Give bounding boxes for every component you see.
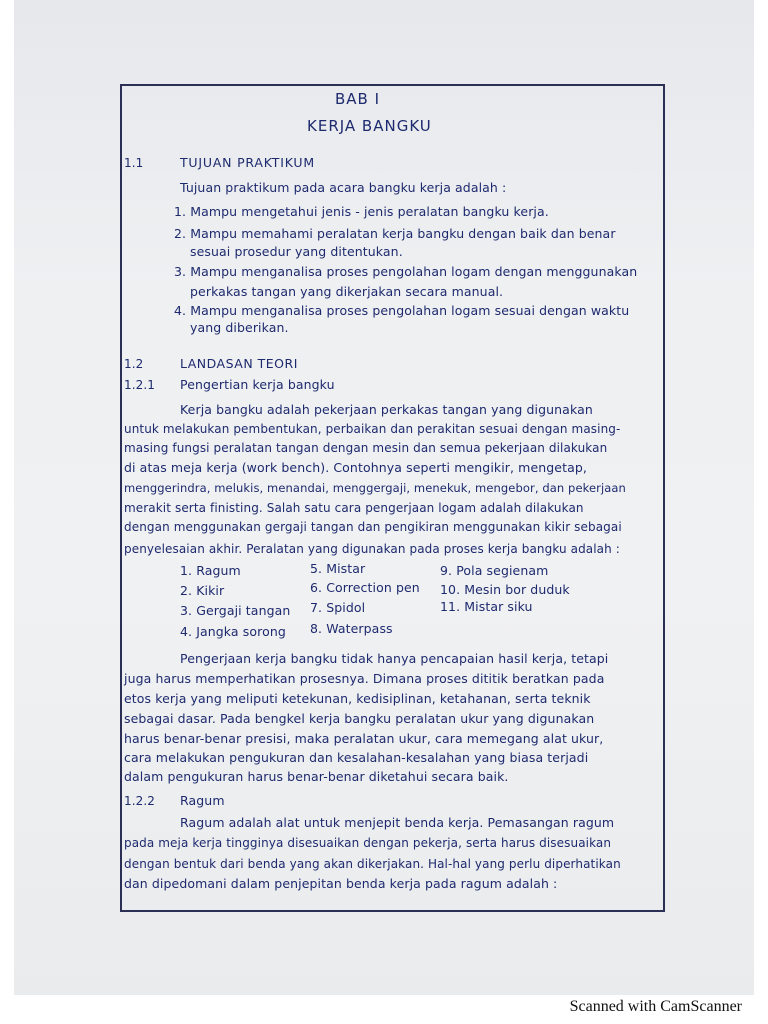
tool-item: 7. Spidol [310, 600, 366, 615]
paragraph-line: Ragum adalah alat untuk menjepit benda kerja. Pemasangan ragum [180, 815, 615, 830]
tool-item: 1. Ragum [180, 563, 241, 578]
paragraph-line: penyelesaian akhir. Peralatan yang digunakan pada proses kerja bangku adalah : [124, 542, 620, 556]
paragraph-line: dengan menggunakan gergaji tangan dan pengikiran menggunakan kikir sebagai [124, 520, 622, 534]
objective-line: 4. Mampu menganalisa proses pengolahan logam sesuai dengan waktu [174, 303, 630, 318]
objective-line: perkakas tangan yang dikerjakan secara manual. [190, 284, 504, 299]
tool-item: 4. Jangka sorong [180, 624, 286, 639]
objective-line: yang diberikan. [190, 320, 289, 335]
paragraph-line: Pengerjaan kerja bangku tidak hanya pencapaian hasil kerja, tetapi [180, 651, 609, 666]
chapter-number: BAB I [335, 90, 381, 108]
section-1-2-1-number: 1.2.1 [124, 378, 156, 392]
section-1-1-heading: TUJUAN PRAKTIKUM [180, 155, 315, 170]
tool-item: 3. Gergaji tangan [180, 603, 291, 618]
objective-line: 3. Mampu menganalisa proses pengolahan logam dengan menggunakan [174, 264, 638, 279]
section-1-2-number: 1.2 [124, 357, 144, 371]
paragraph-line: dengan bentuk dari benda yang akan dikerjakan. Hal-hal yang perlu diperhatikan [124, 857, 621, 871]
tool-item: 8. Waterpass [310, 621, 393, 636]
section-1-2-heading: LANDASAN TEORI [180, 356, 298, 371]
tool-item: 10. Mesin bor duduk [440, 582, 570, 597]
tool-item: 6. Correction pen [310, 580, 420, 595]
paragraph-line: masing fungsi peralatan tangan dengan mesin dan semua pekerjaan dilakukan [124, 441, 608, 455]
paragraph-line: sebagai dasar. Pada bengkel kerja bangku peralatan ukur yang digunakan [124, 711, 595, 726]
paragraph-line: di atas meja kerja (work bench). Contohnya seperti mengikir, mengetap, [124, 460, 587, 475]
objective-line: 2. Mampu memahami peralatan kerja bangku dengan baik dan benar [174, 226, 616, 241]
paragraph-line: dalam pengukuran harus benar-benar diketahui secara baik. [124, 769, 509, 784]
section-1-2-2-heading: Ragum [180, 793, 225, 808]
paragraph-line: juga harus memperhatikan prosesnya. Dimana proses dititik beratkan pada [124, 671, 605, 686]
paragraph-line: untuk melakukan pembentukan, perbaikan dan perakitan sesuai dengan masing- [124, 422, 621, 436]
section-1-1-number: 1.1 [124, 156, 144, 170]
tool-item: 2. Kikir [180, 583, 225, 598]
objective-line: 1. Mampu mengetahui jenis - jenis peralatan bangku kerja. [174, 204, 549, 219]
paragraph-line: pada meja kerja tingginya disesuaikan dengan pekerja, serta harus disesuaikan [124, 836, 612, 850]
objective-line: sesuai prosedur yang ditentukan. [190, 244, 403, 259]
section-1-2-2-number: 1.2.2 [124, 794, 156, 808]
tool-item: 11. Mistar siku [440, 599, 533, 614]
paragraph-line: cara melakukan pengukuran dan kesalahan-kesalahan yang biasa terjadi [124, 750, 589, 765]
paragraph-line: merakit serta finisting. Salah satu cara pengerjaan logam adalah dilakukan [124, 501, 584, 515]
section-1-1-intro: Tujuan praktikum pada acara bangku kerja adalah : [180, 180, 507, 195]
paragraph-line: etos kerja yang meliputi ketekunan, kedisiplinan, ketahanan, serta teknik [124, 691, 591, 706]
paragraph-line: menggerindra, melukis, menandai, menggergaji, menekuk, mengebor, dan pekerjaan [124, 481, 626, 495]
paragraph-line: dan dipedomani dalam penjepitan benda kerja pada ragum adalah : [124, 876, 558, 891]
chapter-title: KERJA BANGKU [307, 117, 432, 135]
paragraph-line: harus benar-benar presisi, maka peralatan ukur, cara memegang alat ukur, [124, 731, 604, 746]
section-1-2-1-heading: Pengertian kerja bangku [180, 377, 335, 392]
tool-item: 9. Pola segienam [440, 563, 549, 578]
tool-item: 5. Mistar [310, 561, 366, 576]
scanner-watermark: Scanned with CamScanner [569, 998, 742, 1015]
paragraph-line: Kerja bangku adalah pekerjaan perkakas tangan yang digunakan [180, 402, 593, 417]
